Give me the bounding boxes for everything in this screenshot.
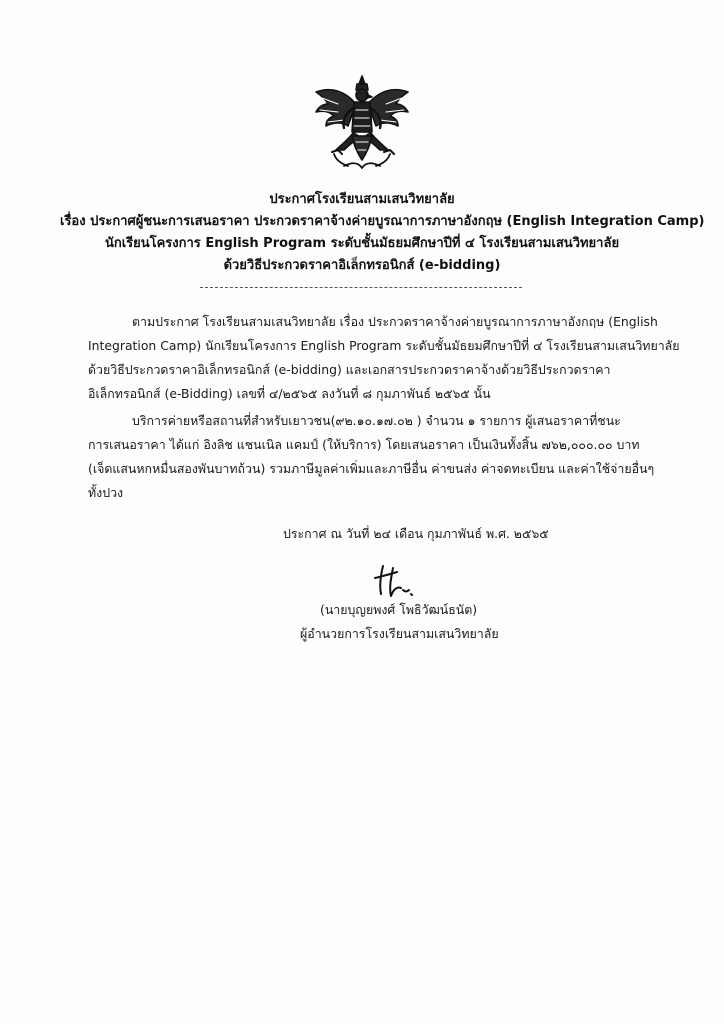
paragraph-2-line-4: ทั้งปวง [88,485,124,500]
announcement-date: ประกาศ ณ วันที่ ๒๔ เดือน กุมภาพันธ์ พ.ศ. ๒๕๖๕ [283,526,549,541]
subject-line-3: ด้วยวิธีประกวดราคาอิเล็กทรอนิกส์ (e-bidding) [223,258,501,273]
subject-line-1: เรื่อง ประกาศผู้ชนะการเสนอราคา ประกวดราคาจ้างค่ายบูรณาการภาษาอังกฤษ (English Integration Camp) [60,214,705,229]
paragraph-1-line-2: Integration Camp) นักเรียนโครงการ English Program ระดับชั้นมัธยมศึกษาปีที่ ๔ โรงเรียนสามเสนวิทยาลัย [88,338,680,353]
header-divider [200,287,522,288]
paragraph-award [88,409,655,505]
garuda-emblem-icon [308,70,416,178]
document-title: ประกาศโรงเรียนสามเสนวิทยาลัย [269,192,455,207]
paragraph-2-line-1: บริการค่ายหรือสถานที่สำหรับเยาวชน(๙๒.๑๐.๑๗.๐๒ ) จำนวน ๑ รายการ ผู้เสนอราคาที่ชนะ [132,413,621,428]
signer-name: (นายบุญยพงศ์ โพธิวัฒน์ธนัต) [320,602,478,617]
subject-line-2: นักเรียนโครงการ English Program ระดับชั้นมัธยมศึกษาปีที่ ๔ โรงเรียนสามเสนวิทยาลัย [104,236,620,251]
paragraph-1-line-3: ด้วยวิธีประกวดราคาอิเล็กทรอนิกส์ (e-bidding) และเอกสารประกวดราคาจ้างด้วยวิธีประกวดราคา [88,362,611,377]
paragraph-2-line-3: (เจ็ดแสนหกหมื่นสองพันบาทถ้วน) รวมภาษีมูลค่าเพิ่มและภาษีอื่น ค่าขนส่ง ค่าจดทะเบียน และค่าใช้จ่ายอื่นๆ [88,461,655,476]
document-header [60,189,705,277]
signer-title: ผู้อำนวยการโรงเรียนสามเสนวิทยาลัย [300,626,499,641]
paragraph-1-line-1: ตามประกาศ โรงเรียนสามเสนวิทยาลัย เรื่อง ประกวดราคาจ้างค่ายบูรณาการภาษาอังกฤษ (English [132,314,658,329]
paragraph-2-line-2: การเสนอราคา ได้แก่ อิงลิช แชนเนิล แคมป์ (ให้บริการ) โดยเสนอราคา เป็นเงินทั้งสิ้น ๗๖๒,๐๐๐.๐๐ บาท [88,437,640,452]
paragraph-reference [88,310,680,406]
paragraph-1-line-4: อิเล็กทรอนิกส์ (e-Bidding) เลขที่ ๔/๒๕๖๕ ลงวันที่ ๘ กุมภาพันธ์ ๒๕๖๕ นั้น [88,386,491,401]
